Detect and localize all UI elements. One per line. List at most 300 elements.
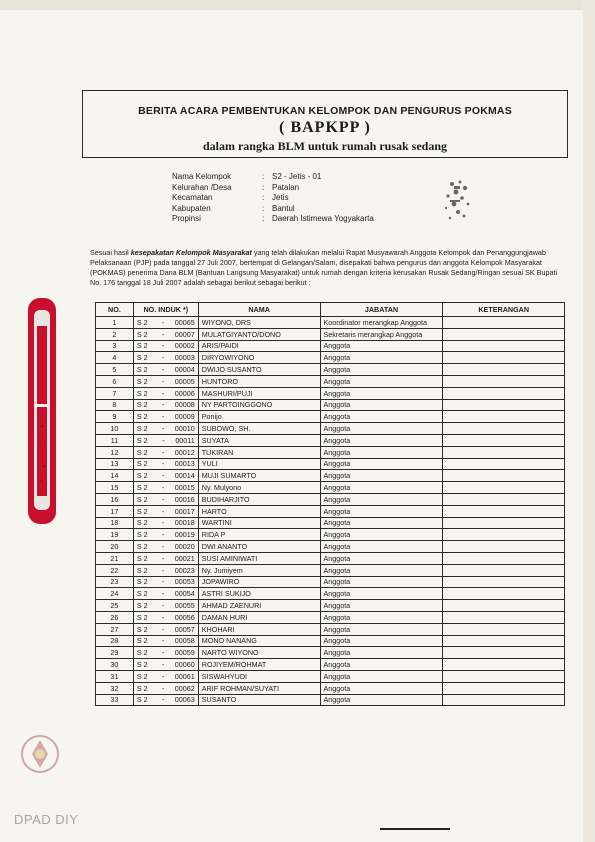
cell-no-induk: [133, 635, 198, 647]
induk-prefix: S 2: [136, 435, 148, 445]
cell-keterangan: [443, 682, 565, 694]
table-row: [96, 552, 565, 564]
induk-dash: -: [162, 388, 165, 398]
group-info: [172, 172, 374, 225]
induk-number: 00019: [174, 530, 195, 540]
cell-no-induk: [133, 611, 198, 623]
info-value: S2 - Jetis - 01: [272, 172, 322, 181]
induk-dash: -: [162, 400, 165, 410]
induk-prefix: S 2: [136, 459, 148, 469]
cell-no-induk: [133, 434, 198, 446]
cell-no-induk: [133, 399, 198, 411]
induk-number: 00005: [174, 376, 195, 386]
induk-prefix: S 2: [136, 636, 148, 646]
cell-no-induk: [133, 364, 198, 376]
cell-nama: ARIF ROHMAN/SUYATI: [198, 682, 320, 694]
induk-dash: -: [162, 601, 165, 611]
induk-dash: -: [162, 365, 165, 375]
cell-no: 33: [96, 694, 134, 706]
cell-jabatan: Anggota: [320, 541, 443, 553]
cell-keterangan: [443, 470, 565, 482]
cell-no-induk: [133, 552, 198, 564]
cell-keterangan: [443, 647, 565, 659]
cell-keterangan: [443, 328, 565, 340]
table-row: [96, 352, 565, 364]
cell-keterangan: [443, 576, 565, 588]
induk-number: 00063: [174, 695, 195, 705]
cell-keterangan: [443, 670, 565, 682]
cell-no: 32: [96, 682, 134, 694]
cell-no-induk: [133, 564, 198, 576]
cell-no-induk: [133, 517, 198, 529]
info-colon: :: [262, 203, 265, 213]
table-row: [96, 446, 565, 458]
cell-no-induk: [133, 670, 198, 682]
intro-paragraph: [90, 248, 568, 288]
table-row: [96, 611, 565, 623]
cell-jabatan: Anggota: [320, 600, 443, 612]
induk-number: 00065: [174, 317, 195, 327]
induk-prefix: S 2: [136, 388, 148, 398]
info-row: [172, 193, 374, 204]
info-value: Bantul: [272, 203, 295, 213]
cell-no: 28: [96, 635, 134, 647]
induk-prefix: S 2: [136, 660, 148, 669]
induk-prefix: S 2: [136, 671, 148, 681]
binder-clip-icon: [22, 296, 62, 526]
table-row: [96, 328, 565, 340]
induk-number: 00004: [174, 365, 195, 375]
table-header-row: [96, 303, 565, 317]
cell-nama: ASTRI SUKIJO: [198, 588, 320, 600]
induk-prefix: S 2: [136, 518, 148, 528]
cell-nama: ROJIYEM/ROHMAT: [198, 659, 320, 671]
induk-number: 00009: [174, 412, 195, 422]
induk-number: 00015: [174, 483, 195, 493]
induk-number: 00062: [174, 683, 195, 693]
info-value: Jetis: [272, 193, 289, 202]
cell-jabatan: Anggota: [320, 387, 443, 399]
cell-nama: Ny. Jumiyem: [198, 564, 320, 576]
cell-no: 21: [96, 552, 134, 564]
induk-number: 00017: [174, 506, 195, 516]
cell-keterangan: [443, 600, 565, 612]
induk-number: 00018: [174, 518, 195, 528]
cell-keterangan: [443, 564, 565, 576]
induk-dash: -: [162, 471, 165, 481]
induk-prefix: S 2: [136, 400, 148, 410]
table-row: [96, 564, 565, 576]
cell-nama: DIRYOWIYONO: [198, 352, 320, 364]
cell-no-induk: [133, 576, 198, 588]
induk-dash: -: [162, 530, 165, 540]
induk-prefix: S 2: [136, 329, 148, 339]
induk-prefix: S 2: [136, 494, 148, 504]
cell-jabatan: Anggota: [320, 458, 443, 470]
header-no: NO.: [96, 303, 134, 317]
info-colon: :: [262, 182, 265, 192]
cell-no-induk: [133, 387, 198, 399]
table-row: [96, 482, 565, 494]
cell-keterangan: [443, 375, 565, 387]
info-value: Patalan: [272, 182, 300, 192]
cell-nama: SUSI AMINIWATI: [198, 552, 320, 564]
info-colon: :: [262, 193, 265, 202]
cell-nama: MONO NANANG: [198, 635, 320, 647]
cell-jabatan: Anggota: [320, 623, 443, 635]
cell-keterangan: [443, 317, 565, 329]
table-row: [96, 399, 565, 411]
induk-number: 00011: [175, 435, 195, 445]
cell-jabatan: Anggota: [320, 694, 443, 706]
induk-dash: -: [162, 577, 165, 587]
cell-keterangan: [443, 399, 565, 411]
induk-dash: -: [162, 542, 165, 552]
cell-no-induk: [133, 529, 198, 541]
table-row: [96, 340, 565, 352]
info-colon: :: [262, 172, 265, 181]
table-row: [96, 541, 565, 553]
induk-prefix: S 2: [136, 353, 148, 363]
induk-dash: -: [162, 518, 165, 528]
induk-dash: -: [162, 553, 165, 563]
induk-dash: -: [162, 589, 165, 599]
table-row: [96, 470, 565, 482]
table-row: [96, 647, 565, 659]
induk-dash: -: [162, 376, 165, 386]
induk-dash: -: [162, 341, 165, 351]
paragraph-emphasis: kesepakatan Kelompok Masyarakat: [130, 248, 252, 257]
cell-keterangan: [443, 529, 565, 541]
induk-prefix: S 2: [136, 624, 148, 634]
induk-number: 00057: [174, 624, 195, 634]
cell-jabatan: Anggota: [320, 659, 443, 671]
cell-no: 9: [96, 411, 134, 423]
induk-number: 00008: [174, 400, 195, 410]
induk-number: 00007: [174, 329, 195, 339]
info-label: Propinsi: [172, 214, 201, 223]
cell-keterangan: [443, 482, 565, 494]
paper-edge-top: [0, 0, 595, 10]
paper-edge-right: [583, 0, 595, 842]
cell-no: 22: [96, 564, 134, 576]
table-row: [96, 364, 565, 376]
induk-number: 00012: [174, 447, 195, 457]
cell-keterangan: [443, 434, 565, 446]
cell-jabatan: Anggota: [320, 529, 443, 541]
cell-no-induk: [133, 482, 198, 494]
cell-no-induk: [133, 352, 198, 364]
cell-jabatan: Anggota: [320, 375, 443, 387]
cell-keterangan: [443, 694, 565, 706]
induk-prefix: S 2: [136, 683, 148, 693]
cell-nama: SUYATA: [198, 434, 320, 446]
cell-keterangan: [443, 517, 565, 529]
induk-dash: -: [162, 636, 165, 646]
cell-no: 13: [96, 458, 134, 470]
cell-keterangan: [443, 635, 565, 647]
stamp-mark-icon: [432, 174, 482, 224]
induk-dash: -: [162, 353, 165, 363]
cell-keterangan: [443, 552, 565, 564]
cell-no: 6: [96, 375, 134, 387]
cell-no: 3: [96, 340, 134, 352]
induk-prefix: S 2: [136, 341, 148, 351]
cell-jabatan: Anggota: [320, 517, 443, 529]
cell-no: 19: [96, 529, 134, 541]
title-abbreviation: ( BAPKPP ): [279, 119, 371, 136]
cell-no: 17: [96, 505, 134, 517]
cell-jabatan: Anggota: [320, 682, 443, 694]
cell-no: 29: [96, 647, 134, 659]
cell-no-induk: [133, 647, 198, 659]
induk-prefix: S 2: [136, 612, 148, 622]
cell-no: 4: [96, 352, 134, 364]
cell-jabatan: Anggota: [320, 576, 443, 588]
cell-no: 16: [96, 493, 134, 505]
induk-prefix: S 2: [136, 565, 148, 575]
cell-nama: MUJI SUMARTO: [198, 470, 320, 482]
cell-jabatan: Anggota: [320, 505, 443, 517]
cell-nama: BUDIHARJITO: [198, 493, 320, 505]
info-colon: :: [262, 214, 265, 223]
header-no-induk: NO. INDUK *): [133, 303, 198, 317]
cell-no-induk: [133, 682, 198, 694]
table-row: [96, 517, 565, 529]
cell-no: 7: [96, 387, 134, 399]
cell-no: 2: [96, 328, 134, 340]
info-value: Daerah Istimewa Yogyakarta: [272, 214, 374, 223]
induk-prefix: S 2: [136, 447, 148, 457]
induk-number: 00014: [174, 471, 195, 481]
induk-number: 00055: [174, 601, 195, 611]
induk-number: 00061: [174, 671, 195, 681]
cell-no-induk: [133, 375, 198, 387]
title-box: [82, 90, 568, 158]
paragraph-text-end: yang telah dilakukan melalui Rapat Musyawarah Anggota Kelompok dan Penanggungjawab Pelaksanaan (PJP) pada tanggal 27 Juli 2007, bertempat di Gelangan/Salam, disepakati bahwa pengurus dan anggota Kelompok Masyarakat (POKMAS) penerima Dana BLM (Bantuan Langsung Masyarakat) untuk rumah dengan kriteria kerusakan Rusak Sedang/Ringan sesuai SK Bupati No. 176 tanggal 18 Juli 2007 adalah sebagai berikut sebagai berikut :: [90, 248, 558, 287]
cell-nama: HUNTORO: [198, 375, 320, 387]
cell-no: 12: [96, 446, 134, 458]
cell-nama: RIDA P: [198, 529, 320, 541]
induk-number: 00020: [174, 542, 195, 552]
info-label: Kecamatan: [172, 193, 213, 202]
cell-no: 26: [96, 611, 134, 623]
cell-keterangan: [443, 493, 565, 505]
cell-jabatan: Anggota: [320, 611, 443, 623]
induk-prefix: S 2: [136, 412, 148, 422]
induk-prefix: S 2: [136, 542, 148, 552]
header-keterangan: KETERANGAN: [443, 303, 565, 317]
members-table: [95, 302, 565, 706]
table-row: [96, 434, 565, 446]
induk-prefix: S 2: [136, 483, 148, 493]
header-nama: NAMA: [198, 303, 320, 317]
table-row: [96, 458, 565, 470]
induk-number: 00006: [174, 388, 195, 398]
cell-no-induk: [133, 458, 198, 470]
induk-prefix: S 2: [136, 471, 148, 481]
cell-no-induk: [133, 600, 198, 612]
induk-prefix: S 2: [136, 506, 148, 516]
table-row: [96, 387, 565, 399]
cell-no: 24: [96, 588, 134, 600]
cell-nama: SISWAHYUDI: [198, 670, 320, 682]
info-label: Nama Kelompok: [172, 172, 232, 181]
cell-nama: ARIS/PAIDI: [198, 340, 320, 352]
table-row: [96, 493, 565, 505]
induk-number: 00054: [174, 589, 195, 599]
induk-dash: -: [162, 435, 165, 445]
table-row: [96, 375, 565, 387]
induk-number: 00060: [174, 660, 195, 669]
table-row: [96, 576, 565, 588]
cell-nama: MASHURI/PUJI: [198, 387, 320, 399]
table-row: [96, 635, 565, 647]
cell-no-induk: [133, 659, 198, 671]
cell-no: 15: [96, 482, 134, 494]
table-row: [96, 411, 565, 423]
cell-no: 1: [96, 317, 134, 329]
cell-keterangan: [443, 659, 565, 671]
info-row: [172, 172, 374, 183]
cell-no-induk: [133, 446, 198, 458]
cell-nama: DWIJO SUSANTO: [198, 364, 320, 376]
cell-jabatan: Koordinator merangkap Anggota: [320, 317, 443, 329]
cell-nama: DWI ANANTO: [198, 541, 320, 553]
cell-jabatan: Anggota: [320, 564, 443, 576]
cell-nama: HARTO: [198, 505, 320, 517]
table-row: [96, 588, 565, 600]
table-row: [96, 529, 565, 541]
cell-jabatan: Anggota: [320, 552, 443, 564]
induk-dash: -: [162, 412, 165, 422]
info-row: [172, 214, 374, 225]
cell-jabatan: Anggota: [320, 588, 443, 600]
induk-prefix: S 2: [136, 553, 148, 563]
cell-keterangan: [443, 505, 565, 517]
cell-keterangan: [443, 352, 565, 364]
induk-prefix: S 2: [136, 365, 148, 375]
table-row: [96, 317, 565, 329]
cell-jabatan: Anggota: [320, 482, 443, 494]
cell-no: 20: [96, 541, 134, 553]
induk-dash: -: [162, 660, 165, 669]
cell-no: 23: [96, 576, 134, 588]
cell-nama: SUSANTO: [198, 694, 320, 706]
cell-jabatan: Anggota: [320, 470, 443, 482]
info-label: Kabupaten: [172, 203, 211, 213]
table-row: [96, 659, 565, 671]
table-row: [96, 505, 565, 517]
cell-jabatan: Anggota: [320, 399, 443, 411]
table-row: [96, 600, 565, 612]
cell-nama: SUBOWO, SH.: [198, 423, 320, 435]
cell-nama: NY PARTOINGGONO: [198, 399, 320, 411]
cell-no-induk: [133, 493, 198, 505]
induk-prefix: S 2: [136, 601, 148, 611]
induk-number: 00010: [174, 424, 195, 434]
cell-no-induk: [133, 328, 198, 340]
induk-number: 00003: [174, 353, 195, 363]
title-subtitle: dalam rangka BLM untuk rumah rusak sedang: [202, 139, 448, 153]
cell-no: 8: [96, 399, 134, 411]
emblem-logo-icon: [18, 730, 62, 780]
header-jabatan: JABATAN: [320, 303, 443, 317]
induk-prefix: S 2: [136, 589, 148, 599]
table-row: [96, 670, 565, 682]
induk-prefix: S 2: [136, 424, 148, 434]
induk-dash: -: [162, 317, 165, 327]
cell-nama: WARTINI: [198, 517, 320, 529]
cell-no: 11: [96, 434, 134, 446]
cell-nama: Ny. Mulyono: [198, 482, 320, 494]
bottom-mark: [380, 828, 450, 830]
cell-nama: NARTO WIYONO: [198, 647, 320, 659]
induk-number: 00013: [174, 459, 195, 469]
table-row: [96, 682, 565, 694]
info-label: Kelurahan /Desa: [172, 182, 232, 192]
cell-no: 27: [96, 623, 134, 635]
cell-no-induk: [133, 505, 198, 517]
induk-number: 00002: [174, 341, 195, 351]
induk-dash: -: [162, 648, 165, 658]
cell-no-induk: [133, 423, 198, 435]
cell-nama: AHMAD ZAENURI: [198, 600, 320, 612]
cell-no: 5: [96, 364, 134, 376]
cell-nama: WIYONO, DRS: [198, 317, 320, 329]
induk-prefix: S 2: [136, 530, 148, 540]
cell-keterangan: [443, 387, 565, 399]
cell-jabatan: Anggota: [320, 352, 443, 364]
induk-dash: -: [162, 565, 165, 575]
cell-no-induk: [133, 623, 198, 635]
info-row: [172, 183, 374, 194]
induk-number: 00056: [174, 612, 195, 622]
cell-no-induk: [133, 317, 198, 329]
induk-dash: -: [162, 612, 165, 622]
induk-prefix: S 2: [136, 577, 148, 587]
cell-no: 31: [96, 670, 134, 682]
induk-dash: -: [162, 483, 165, 493]
cell-keterangan: [443, 588, 565, 600]
induk-dash: -: [162, 494, 165, 504]
cell-no: 25: [96, 600, 134, 612]
induk-prefix: S 2: [136, 648, 148, 658]
induk-dash: -: [162, 624, 165, 634]
cell-keterangan: [443, 364, 565, 376]
cell-jabatan: Anggota: [320, 423, 443, 435]
induk-dash: -: [162, 671, 165, 681]
table-row: [96, 694, 565, 706]
cell-keterangan: [443, 446, 565, 458]
paragraph-text-start: Sesuai hasil: [90, 248, 131, 257]
cell-keterangan: [443, 611, 565, 623]
cell-nama: TUKIRAN: [198, 446, 320, 458]
cell-no-induk: [133, 411, 198, 423]
cell-no-induk: [133, 340, 198, 352]
induk-number: 00023: [174, 565, 195, 575]
cell-jabatan: Anggota: [320, 446, 443, 458]
cell-nama: Ponijo: [198, 411, 320, 423]
table-row: [96, 623, 565, 635]
cell-keterangan: [443, 623, 565, 635]
cell-no-induk: [133, 541, 198, 553]
induk-dash: -: [162, 683, 165, 693]
cell-jabatan: Anggota: [320, 670, 443, 682]
induk-dash: -: [162, 424, 165, 434]
induk-number: 00058: [174, 636, 195, 646]
cell-keterangan: [443, 340, 565, 352]
